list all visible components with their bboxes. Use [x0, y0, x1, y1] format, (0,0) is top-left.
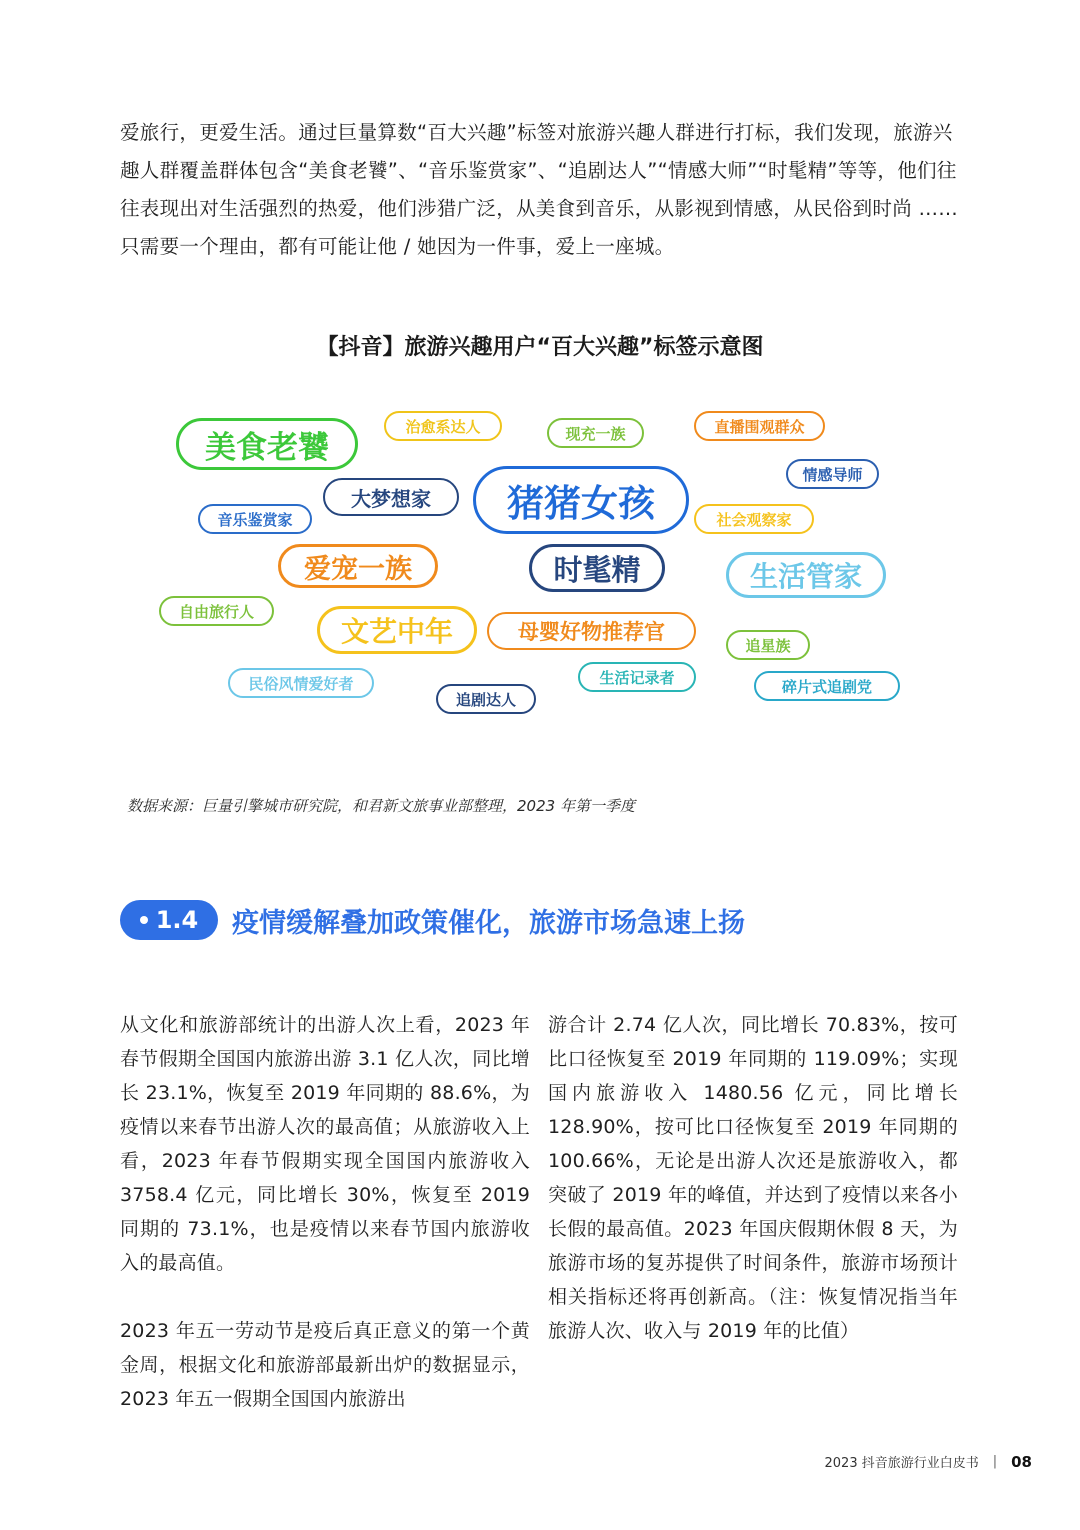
- interest-tag: 生活记录者: [578, 662, 696, 692]
- footer-separator: |: [992, 1454, 998, 1469]
- interest-tag: 追剧达人: [436, 684, 536, 714]
- interest-tag: 时髦精: [529, 544, 665, 592]
- interest-tag: 情感导师: [786, 459, 879, 489]
- body-column-right: [548, 1008, 958, 1382]
- interest-tag: 文艺中年: [317, 606, 477, 654]
- footer-doc-title: 2023 抖音旅游行业白皮书: [824, 1456, 979, 1471]
- data-source: 数据来源：巨量引擎城市研究院，和君新文旅事业部整理，2023 年第一季度: [127, 797, 635, 815]
- chart-title: 【抖音】旅游兴趣用户“百大兴趣”标签示意图: [316, 335, 764, 360]
- page-footer: [825, 1452, 1032, 1471]
- body-paragraph-3: 游合计 2.74 亿人次，同比增长 70.83%，按可比口径恢复至 2019 年同期的 119.09%；实现国内旅游收入 1480.56 亿元，同比增长 128.90%，按可比口径恢复至 2019 年同期的 100.66%，无论是出游人次还是旅游收入，都突破了 2019 年的峰值，并达到了疫情以来各小长假的最高值。2023 年国庆假期休假 8 天，为旅游市场的复苏提供了时间条件，旅游市场预计相关指标还将再创新高。（注：恢复情况指当年旅游人次、收入与 2019 年的比值）: [548, 1014, 958, 1342]
- interest-tag: 追星族: [726, 630, 810, 660]
- interest-tag: 现充一族: [547, 418, 644, 448]
- page-number: 08: [1011, 1452, 1032, 1471]
- interest-tag: 大梦想家: [323, 478, 459, 516]
- interest-tag: 美食老饕: [176, 418, 358, 470]
- intro-paragraph: 爱旅行，更爱生活。通过巨量算数“百大兴趣”标签对旅游兴趣人群进行打标，我们发现，旅游兴趣人群覆盖群体包含“美食老饕”、“音乐鉴赏家”、“追剧达人”“情感大师”“时髦精”等等，他们往往表现出对生活强烈的热爱，他们涉猎广泛，从美食到音乐，从影视到情感，从民俗到时尚 …… 只需要一个理由，都有可能让他 / 她因为一件事，爱上一座城。: [120, 121, 959, 258]
- interest-tag-cloud: [0, 0, 1080, 760]
- interest-tag: 自由旅行人: [159, 596, 274, 626]
- section-title: 疫情缓解叠加政策催化，旅游市场急速上扬: [232, 907, 745, 939]
- interest-tag: 母婴好物推荐官: [487, 612, 696, 650]
- bullet-dot-icon: [140, 916, 148, 924]
- interest-tag: 音乐鉴赏家: [198, 504, 312, 534]
- body-paragraph-1: 从文化和旅游部统计的出游人次上看，2023 年春节假期全国国内旅游出游 3.1 亿人次，同比增长 23.1%，恢复至 2019 年同期的 88.6%，为疫情以来春节出游人次的最高值；从旅游收入上看，2023 年春节假期实现全国国内旅游收入 3758.4 亿元，同比增长 30%，恢复至 2019 同期的 73.1%，也是疫情以来春节国内旅游收入的最高值。: [120, 1014, 530, 1274]
- interest-tag: 生活管家: [726, 552, 886, 598]
- interest-tag: 治愈系达人: [384, 411, 502, 441]
- interest-tag: 民俗风情爱好者: [228, 668, 374, 698]
- interest-tag: 碎片式追剧党: [754, 671, 900, 701]
- section-number-badge: [120, 900, 218, 940]
- interest-tag: 爱宠一族: [278, 544, 438, 588]
- interest-tag: 社会观察家: [694, 504, 814, 534]
- body-column-left: [120, 1008, 530, 1450]
- body-paragraph-2: 2023 年五一劳动节是疫后真正意义的第一个黄金周，根据文化和旅游部最新出炉的数据显示，2023 年五一假期全国国内旅游出: [120, 1320, 530, 1410]
- section-number: 1.4: [155, 906, 199, 934]
- interest-tag: 直播围观群众: [694, 411, 825, 441]
- interest-tag: 猪猪女孩: [473, 466, 689, 534]
